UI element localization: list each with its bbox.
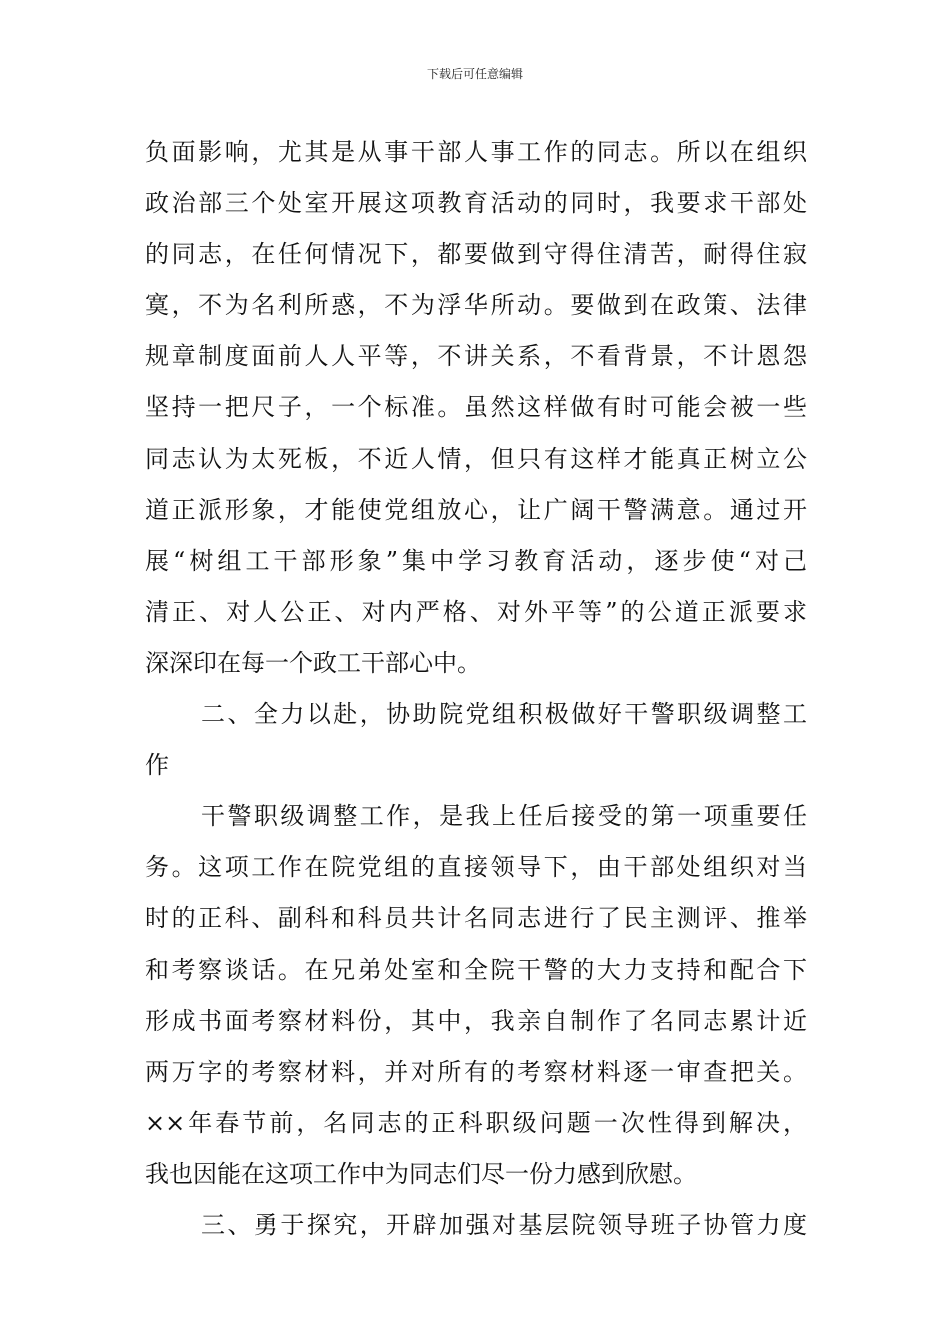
text-line: 清正、对人公正、对内严格、对外平等”的公道正派要求: [145, 597, 807, 626]
text-line: 形成书面考察材料份，其中，我亲自制作了名同志累计近: [145, 1006, 807, 1035]
text-line: 务。这项工作在院党组的直接领导下，由干部处组织对当: [145, 853, 807, 882]
text-line: 道正派形象，才能使党组放心，让广阔干警满意。通过开: [145, 495, 807, 524]
text-line: ××年春节前，名同志的正科职级问题一次性得到解决，: [145, 1108, 807, 1137]
text-line: 三、勇于探究，开辟加强对基层院领导班子协管力度: [201, 1210, 807, 1239]
text-line: 二、全力以赴，协助院党组积极做好干警职级调整工: [201, 700, 807, 729]
text-line: 寞，不为名利所惑，不为浮华所动。要做到在政策、法律: [145, 291, 807, 320]
text-line: 规章制度面前人人平等，不讲关系，不看背景，不计恩怨: [145, 342, 807, 371]
text-line: 负面影响，尤其是从事干部人事工作的同志。所以在组织: [145, 138, 807, 166]
text-line: 深深印在每一个政工干部心中。: [145, 648, 481, 677]
text-line: 展“树组工干部形象”集中学习教育活动，逐步使“对己: [145, 546, 807, 575]
document-body: [145, 127, 807, 1251]
text-line: 同志认为太死板，不近人情，但只有这样才能真正树立公: [145, 444, 807, 473]
text-line: 政治部三个处室开展这项教育活动的同时，我要求干部处: [145, 189, 807, 218]
text-line: 干警职级调整工作，是我上任后接受的第一项重要任: [201, 802, 807, 831]
text-line: 两万字的考察材料，并对所有的考察材料逐一审查把关。: [145, 1057, 807, 1086]
page-header: 下载后可任意编辑: [426, 67, 523, 81]
text-line: 时的正科、副科和科员共计名同志进行了民主测评、推举: [145, 904, 807, 933]
text-line: 和考察谈话。在兄弟处室和全院干警的大力支持和配合下: [145, 955, 807, 984]
text-line: 我也因能在这项工作中为同志们尽一份力感到欣慰。: [145, 1159, 697, 1188]
text-line: 坚持一把尺子，一个标准。虽然这样做有时可能会被一些: [145, 393, 807, 422]
text-line: 的同志，在任何情况下，都要做到守得住清苦，耐得住寂: [145, 240, 807, 269]
text-line: 作: [145, 751, 169, 780]
